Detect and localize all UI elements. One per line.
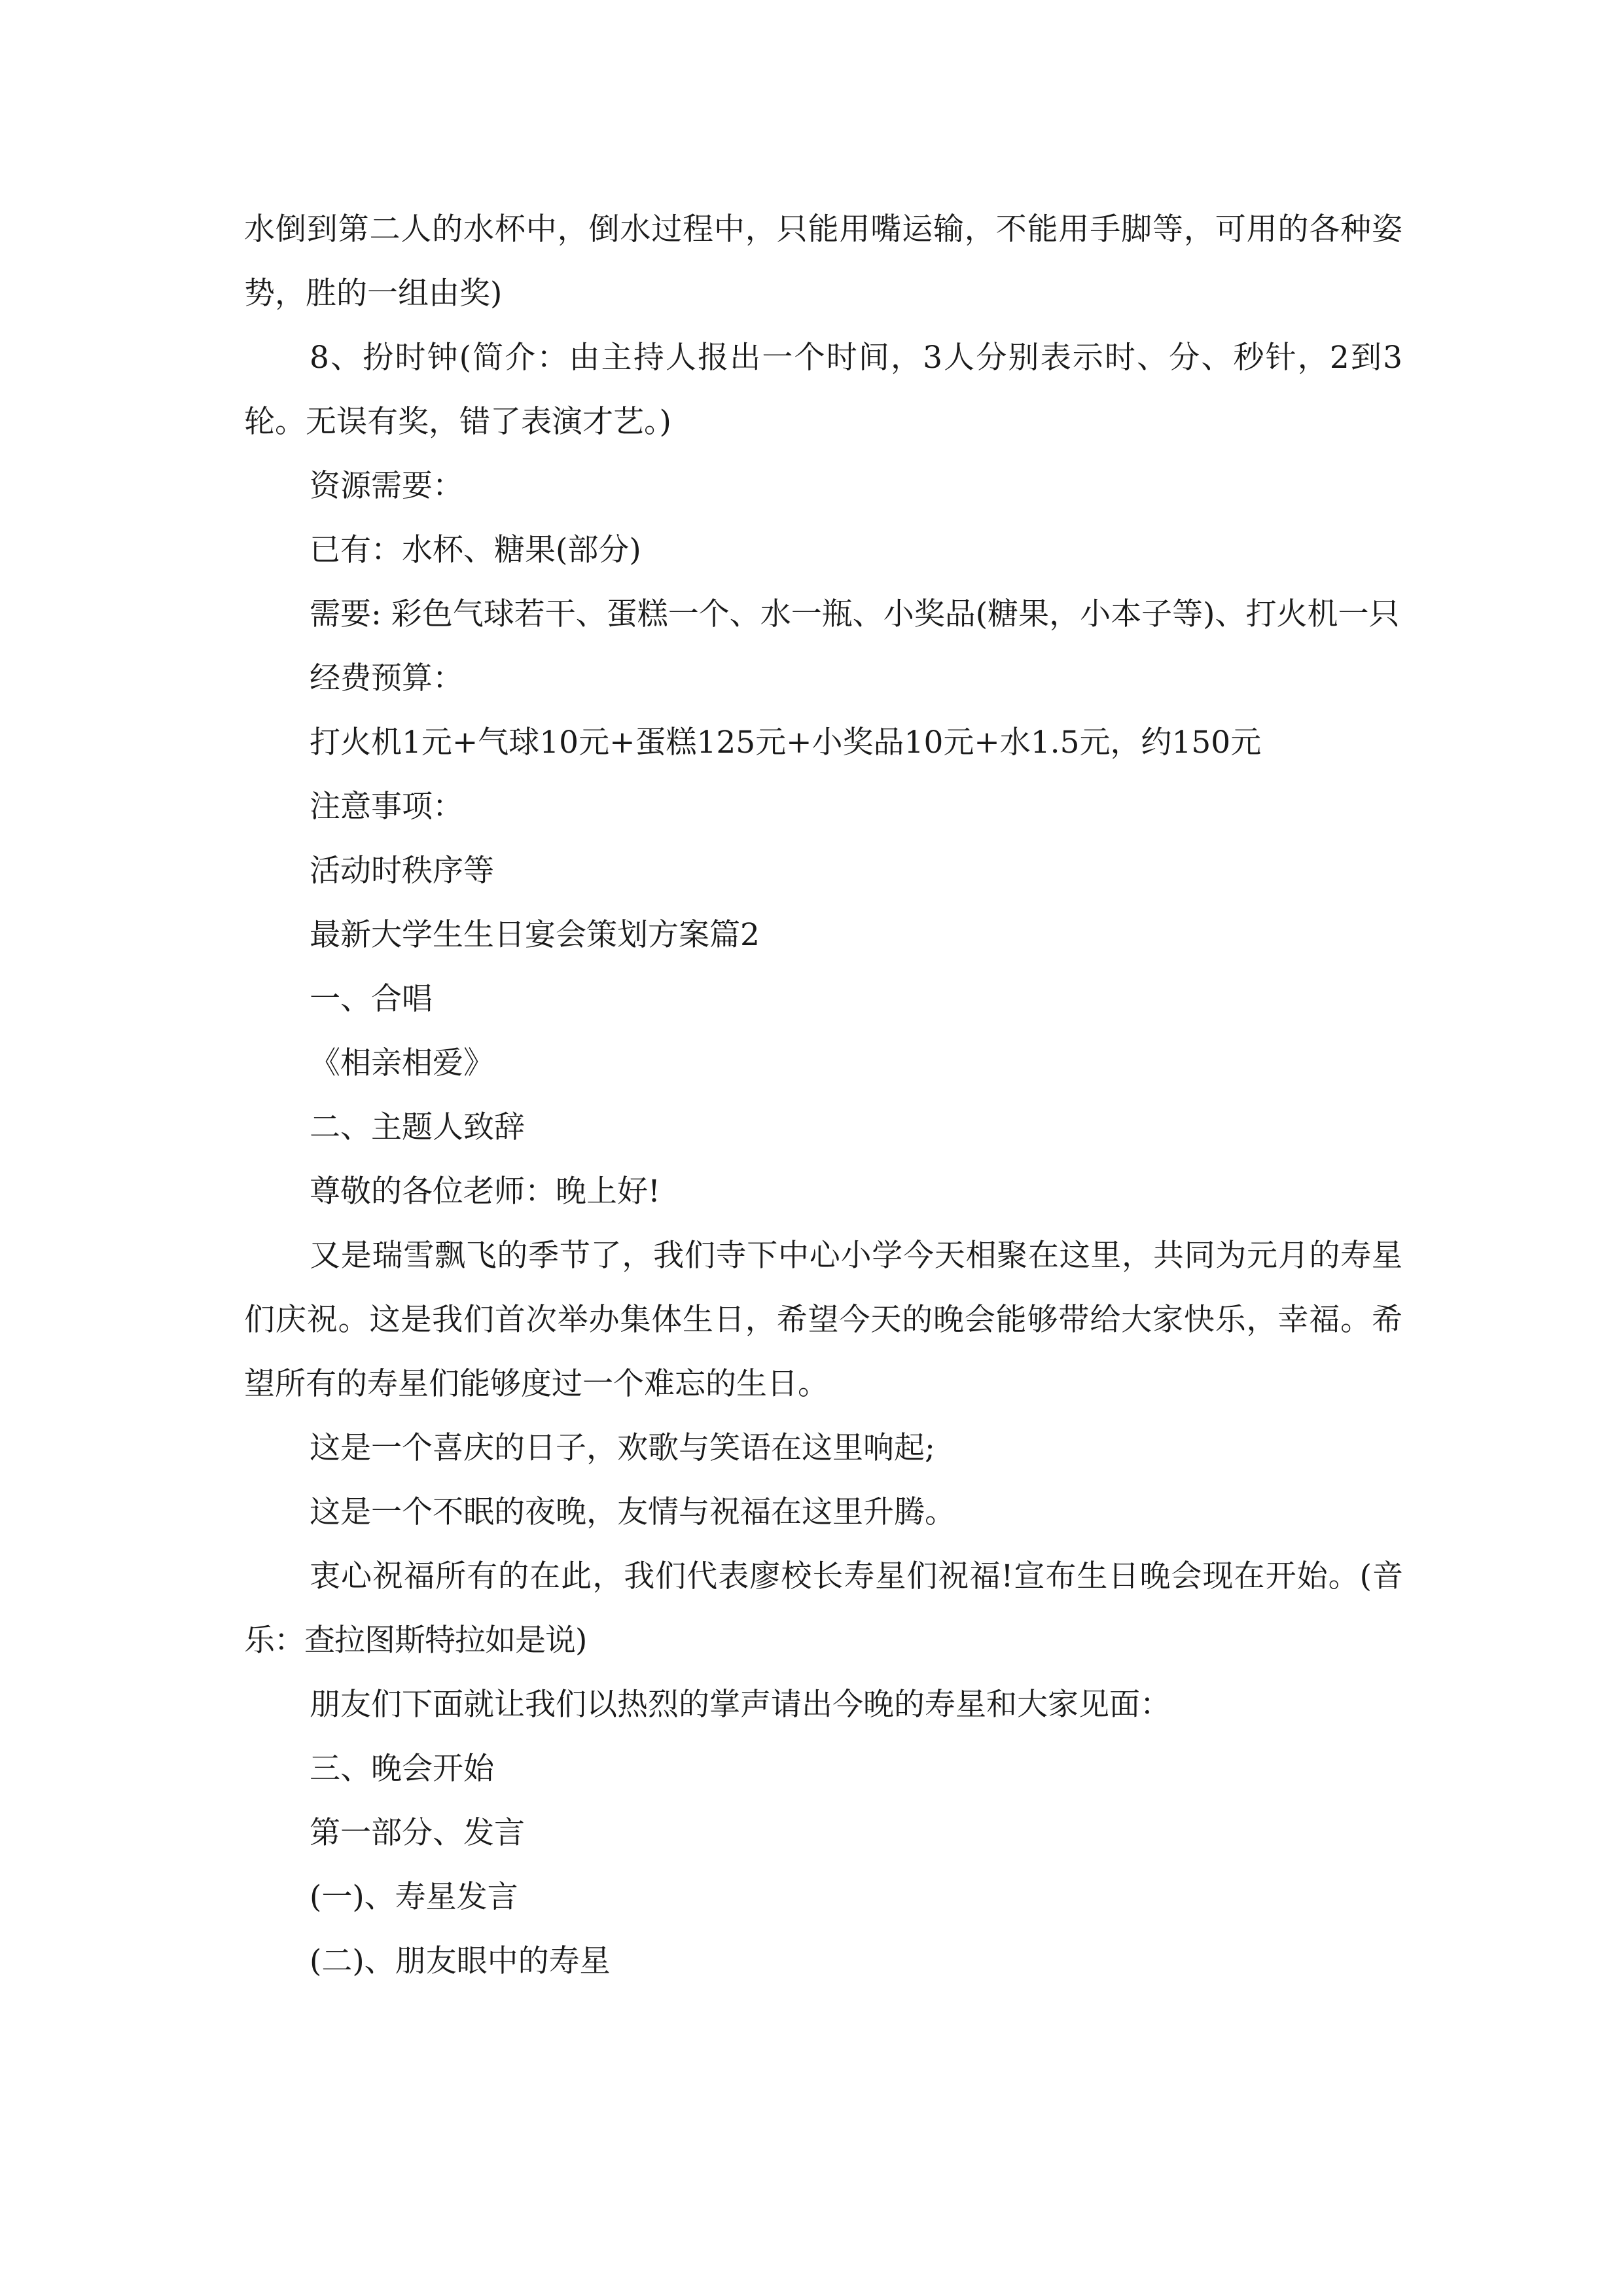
paragraph-party-start-heading: 三、晚会开始 [310,1751,494,1787]
paragraph-budget-heading: 经费预算： [310,660,463,696]
paragraph-resources-existing: 已有：水杯、糖果(部分) [310,532,641,568]
paragraph-part-one-speech: 第一部分、发言 [310,1815,525,1851]
paragraph-birthday-star-speech: (一)、寿星发言 [310,1879,518,1915]
paragraph-notes-content: 活动时秩序等 [310,853,494,889]
paragraph-speech-heading: 二、主题人致辞 [310,1109,525,1145]
paragraph-friends-view: (二)、朋友眼中的寿星 [310,1943,611,1979]
paragraph-chorus-heading: 一、合唱 [310,981,433,1017]
section-title-plan-2: 最新大学生生日宴会策划方案篇2 [310,917,760,953]
paragraph-resources-heading: 资源需要： [310,468,463,504]
paragraph-opening-speech: 又是瑞雪飘飞的季节了，我们寺下中心小学今天相聚在这里，共同为元月的寿星们庆祝。这是我们首次举办集体生日，希望今天的晚会能够带给大家快乐，幸福。希望所有的寿星们能够度过一个难忘的生日。 [244,1238,1402,1402]
paragraph-water-relay-continued: 水倒到第二人的水杯中，倒水过程中，只能用嘴运输，不能用手脚等，可用的各种姿势，胜的一组由奖) [244,211,1402,312]
paragraph-song-title: 《相亲相爱》 [310,1045,494,1081]
document-body [244,198,1402,1994]
paragraph-greeting: 尊敬的各位老师：晚上好! [310,1174,660,1210]
paragraph-sleepless-night: 这是一个不眠的夜晚，友情与祝福在这里升腾。 [310,1494,955,1530]
paragraph-blessing-announcement: 衷心祝福所有的在此，我们代表廖校长寿星们祝福!宣布生日晚会现在开始。(音乐：查拉图斯特拉如是说) [244,1558,1402,1659]
paragraph-notes-heading: 注意事项： [310,789,463,825]
paragraph-joyful-day: 这是一个喜庆的日子，欢歌与笑语在这里响起; [310,1430,935,1466]
paragraph-clock-game: 8、扮时钟(简介：由主持人报出一个时间，3人分别表示时、分、秒针，2到3轮。无误有奖，错了表演才艺。) [244,340,1402,440]
paragraph-invite-birthday-stars: 朋友们下面就让我们以热烈的掌声请出今晚的寿星和大家见面： [310,1687,1171,1723]
paragraph-budget-items: 打火机1元+气球10元+蛋糕125元+小奖品10元+水1.5元，约150元 [310,725,1262,761]
paragraph-resources-needed: 需要: 彩色气球若干、蛋糕一个、水一瓶、小奖品(糖果，小本子等)、打火机一只 [310,596,1400,632]
